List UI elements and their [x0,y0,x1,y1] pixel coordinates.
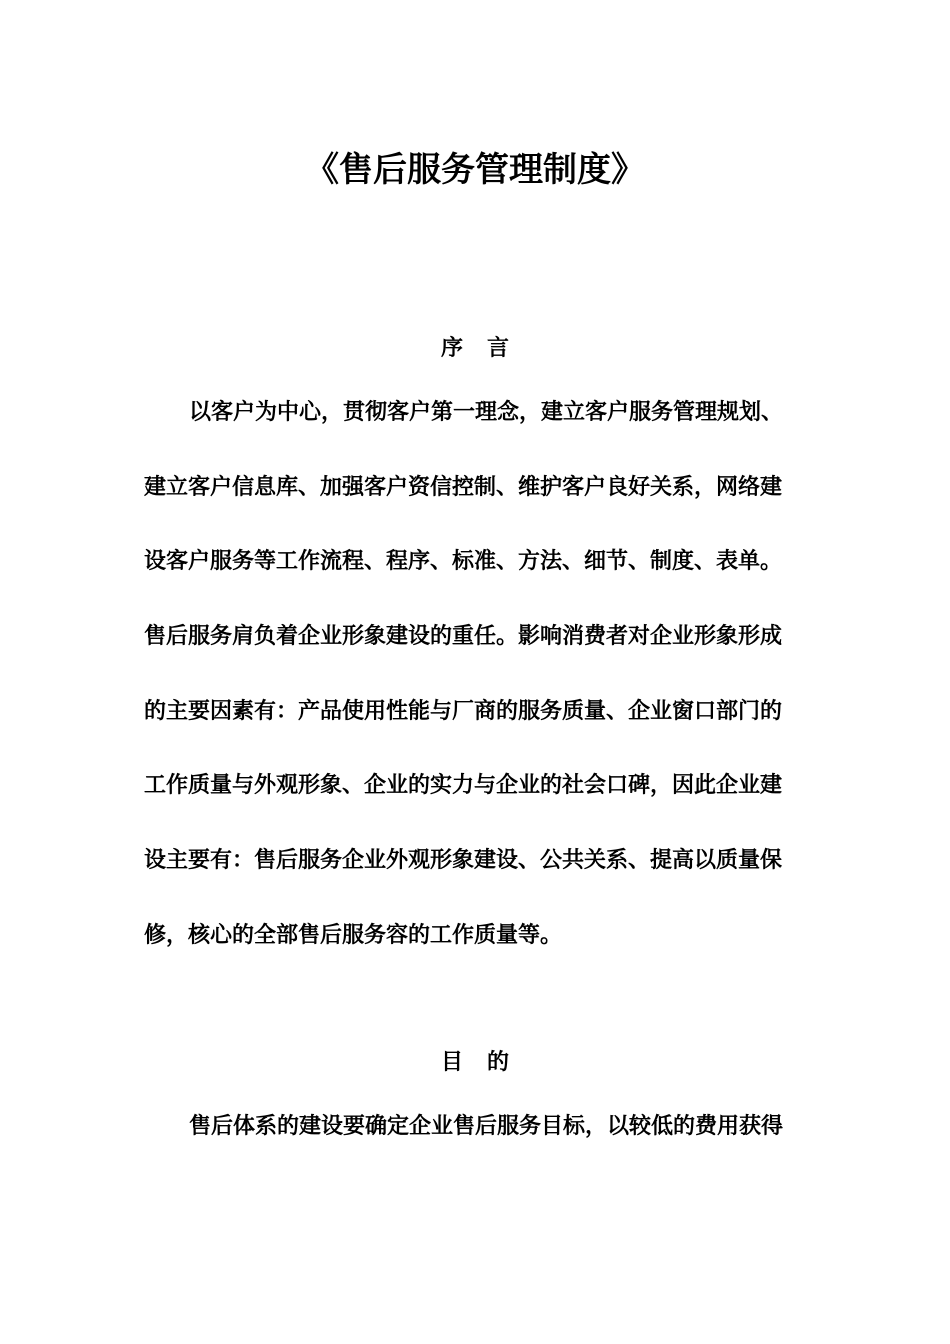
preface-line-4: 售后服务肩负着企业形象建设的重任。影响消费者对企业形象形成 [144,624,783,649]
preface-line-3: 设客户服务等工作流程、程序、标准、方法、细节、制度、表单。 [144,549,783,574]
preface-line-7: 设主要有：售后服务企业外观形象建设、公共关系、提高以质量保 [144,848,783,873]
document-title: 《售后服务管理制度》 [305,150,645,190]
purpose-heading [0,1048,950,1078]
preface-heading-char-1: 序 [440,336,463,361]
preface-line-1: 以客户为中心，贯彻客户第一理念，建立客户服务管理规划、 [189,400,784,425]
preface-line-2: 建立客户信息库、加强客户资信控制、维护客户良好关系，网络建 [144,475,783,500]
preface-line-5: 的主要因素有：产品使用性能与厂商的服务质量、企业窗口部门的 [144,699,783,724]
purpose-heading-char-1: 目 [440,1050,463,1075]
preface-line-6: 工作质量与外观形象、企业的实力与企业的社会口碑，因此企业建 [144,773,783,798]
preface-heading-char-2: 言 [487,336,510,361]
purpose-line-1: 售后体系的建设要确定企业售后服务目标，以较低的费用获得 [189,1114,784,1139]
preface-heading [0,334,950,364]
preface-line-8: 修，核心的全部售后服务容的工作质量等。 [144,923,563,948]
purpose-heading-char-2: 的 [487,1050,510,1075]
